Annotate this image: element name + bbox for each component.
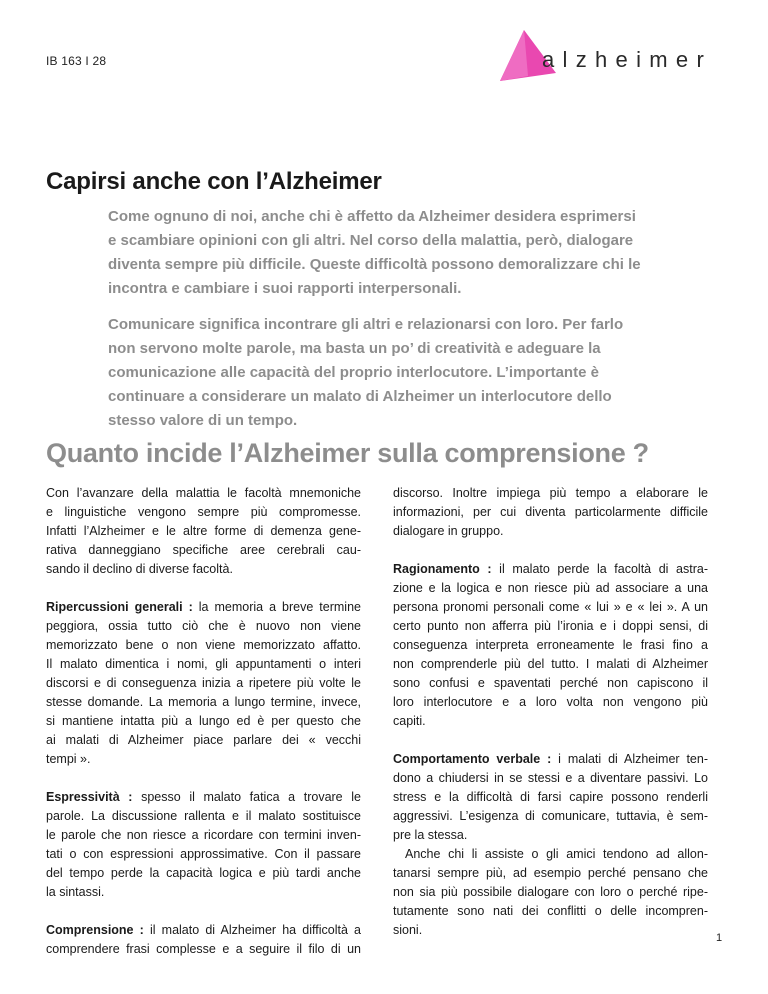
alzheimer-logo <box>498 28 738 88</box>
body-line: certo punto non afferra più l’ironia e i doppi sensi, di <box>393 619 708 633</box>
body-line: loro interlocutore e a loro volta non vengono più <box>393 695 708 709</box>
paragraph-first-line <box>46 921 361 940</box>
lead-line: Come ognuno di noi, anche chi è affetto da Alzheimer desidera esprimersi <box>108 208 636 225</box>
lead-line: non servono molte parole, ma basta un po’ di creatività e adeguare la <box>108 340 601 357</box>
body-line: conseguenza interpreta erroneamente le frasi fino a <box>393 638 708 652</box>
body-line: parole. La discussione rallenta e il malato sostituisce <box>46 809 361 823</box>
body-line: Con l’avanzare della malattia le facoltà mnemoniche <box>46 486 361 500</box>
body-line: Anche chi li assiste o gli amici tendono ad allon- <box>405 847 708 861</box>
lead-line: comunicazione alle capacità del proprio interlocutore. L’importante è <box>108 364 599 381</box>
paragraph-first-line <box>393 750 708 769</box>
lead-paragraph-2 <box>108 313 668 433</box>
body-line: ai malati di Alzheimer piace parlare dei « vecchi <box>46 733 361 747</box>
body-line: discorsi e di conseguenza inizia a ripetere più volte le <box>46 676 361 690</box>
body-line: non comprenderle più del tutto. I malati di Alzheimer <box>393 657 708 671</box>
lead-line: Comunicare significa incontrare gli altri e relazionarsi con loro. Per farlo <box>108 316 624 333</box>
body-line: pre la stessa. <box>393 828 468 842</box>
body-line: non sia più possibile dialogare con loro o perché ripe- <box>393 885 708 899</box>
body-line: tutamente sono nati dei conflitti o delle incompren- <box>393 904 708 918</box>
page-number: 1 <box>716 932 723 944</box>
comportamento-label: Comportamento verbale : <box>393 752 552 766</box>
body-line: sioni. <box>393 923 423 937</box>
body-line: memorizzato bene o non viene memorizzato affatto. <box>46 638 361 652</box>
paragraph-first-line <box>46 788 361 807</box>
body-line: stesse domande. La memoria a lungo termine, invece, <box>46 695 361 709</box>
lead-line: continuare a considerare un malato di Alzheimer un interlocutore dello <box>108 388 612 405</box>
lead-line: incontra e cambiare i suoi rapporti interpersonali. <box>108 280 462 297</box>
ragionamento-label: Ragionamento : <box>393 562 492 576</box>
body-text: il malato di Alzheimer ha difficoltà a <box>143 923 361 937</box>
body-line: del tempo perde la capacità logica e più tardi anche <box>46 866 361 880</box>
body-line: sono confusi e spaventati perché non capiscono il <box>393 676 708 690</box>
body-line: tempi ». <box>46 752 91 766</box>
left-column <box>46 484 361 959</box>
body-line: zione e la logica e non riesce più ad associare a una <box>393 581 708 595</box>
body-line: stress e la difficoltà di farsi capire possono renderli <box>393 790 708 804</box>
document-id: IB 163 I 28 <box>46 54 107 68</box>
body-line: Infatti l’Alzheimer e le altre forme di demenza gene- <box>46 524 361 538</box>
lead-line: stesso valore di un tempo. <box>108 412 298 429</box>
body-line: capiti. <box>393 714 426 728</box>
lead-line: diventa sempre più difficile. Queste difficoltà possono demoralizzare chi le <box>108 256 641 273</box>
body-line: persona pronomi personali come « lui » e « lei ». A un <box>393 600 708 614</box>
body-line: discorso. Inoltre impiega più tempo a elaborare le <box>393 486 708 500</box>
body-line: tati o con espressioni approssimative. Con il passare <box>46 847 361 861</box>
paragraph-first-line <box>46 598 361 617</box>
lead-paragraph-1 <box>108 205 668 301</box>
body-line: le parole che non riesce a ricordare con termini inven- <box>46 828 361 842</box>
body-line: e linguistiche vengono sempre più compromesse. <box>46 505 361 519</box>
body-line: dono a chiudersi in se stessi e a diventare passivi. Lo <box>393 771 708 785</box>
body-line: comprendere frasi complesse e a seguire il filo di un <box>46 942 361 956</box>
body-line: rativa danneggiano specifiche aree cerebrali cau- <box>46 543 361 557</box>
body-text: il malato perde la facoltà di astra- <box>491 562 709 576</box>
body-text: la memoria a breve termine <box>192 600 361 614</box>
body-line: la sintassi. <box>46 885 105 899</box>
body-line: dialogare in gruppo. <box>393 524 504 538</box>
body-line: sando il declino di diverse facoltà. <box>46 562 233 576</box>
body-line: informazioni, per cui diventa particolarmente difficile <box>393 505 708 519</box>
right-column <box>393 484 708 940</box>
body-line: tanarsi sempre più, ad esempio perché pensano che <box>393 866 708 880</box>
body-text: spesso il malato fatica a trovare le <box>132 790 361 804</box>
logo-text: alzheimer <box>542 47 713 72</box>
espressivita-label: Espressività : <box>46 790 133 804</box>
comprensione-label: Comprensione : <box>46 923 144 937</box>
body-line: Il malato dimentica i nomi, gli appuntamenti o interi <box>46 657 361 671</box>
body-text: i malati di Alzheimer ten- <box>551 752 709 766</box>
body-line: aggressivi. L’esigenza di comunicare, tuttavia, è sem- <box>393 809 708 823</box>
section-title: Quanto incide l’Alzheimer sulla comprensione ? <box>46 438 649 468</box>
body-line: peggiora, ossia tutto ciò che è nuovo non viene <box>46 619 361 633</box>
body-line: si mantiene intatta più a lungo ed è per questo che <box>46 714 361 728</box>
page-title: Capirsi anche con l’Alzheimer <box>46 168 382 195</box>
lead-line: e scambiare opinioni con gli altri. Nel corso della malattia, però, dialogare <box>108 232 634 249</box>
ripercussioni-label: Ripercussioni generali : <box>46 600 193 614</box>
paragraph-first-line <box>393 560 708 579</box>
